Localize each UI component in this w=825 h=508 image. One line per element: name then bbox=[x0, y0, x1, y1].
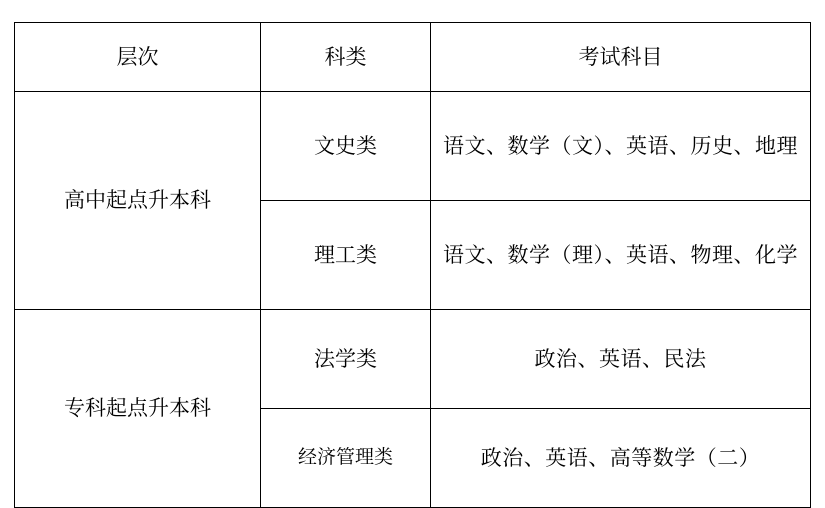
cell-subjects: 政治、英语、民法 bbox=[431, 310, 811, 409]
table-body bbox=[15, 92, 811, 508]
cell-category: 法学类 bbox=[261, 310, 431, 409]
table-header-row bbox=[15, 23, 811, 92]
cell-level: 高中起点升本科 bbox=[15, 92, 261, 310]
exam-subjects-table bbox=[14, 22, 811, 508]
table-row bbox=[15, 92, 811, 201]
column-header-category: 科类 bbox=[261, 23, 431, 92]
cell-category: 文史类 bbox=[261, 92, 431, 201]
cell-category: 理工类 bbox=[261, 201, 431, 310]
column-header-subjects: 考试科目 bbox=[431, 23, 811, 92]
table-header bbox=[15, 23, 811, 92]
cell-subjects: 语文、数学（文）、英语、历史、地理 bbox=[431, 92, 811, 201]
cell-category: 经济管理类 bbox=[261, 409, 431, 508]
column-header-level: 层次 bbox=[15, 23, 261, 92]
table-row bbox=[15, 310, 811, 409]
cell-subjects: 语文、数学（理）、英语、物理、化学 bbox=[431, 201, 811, 310]
cell-subjects: 政治、英语、高等数学（二） bbox=[431, 409, 811, 508]
cell-level: 专科起点升本科 bbox=[15, 310, 261, 508]
